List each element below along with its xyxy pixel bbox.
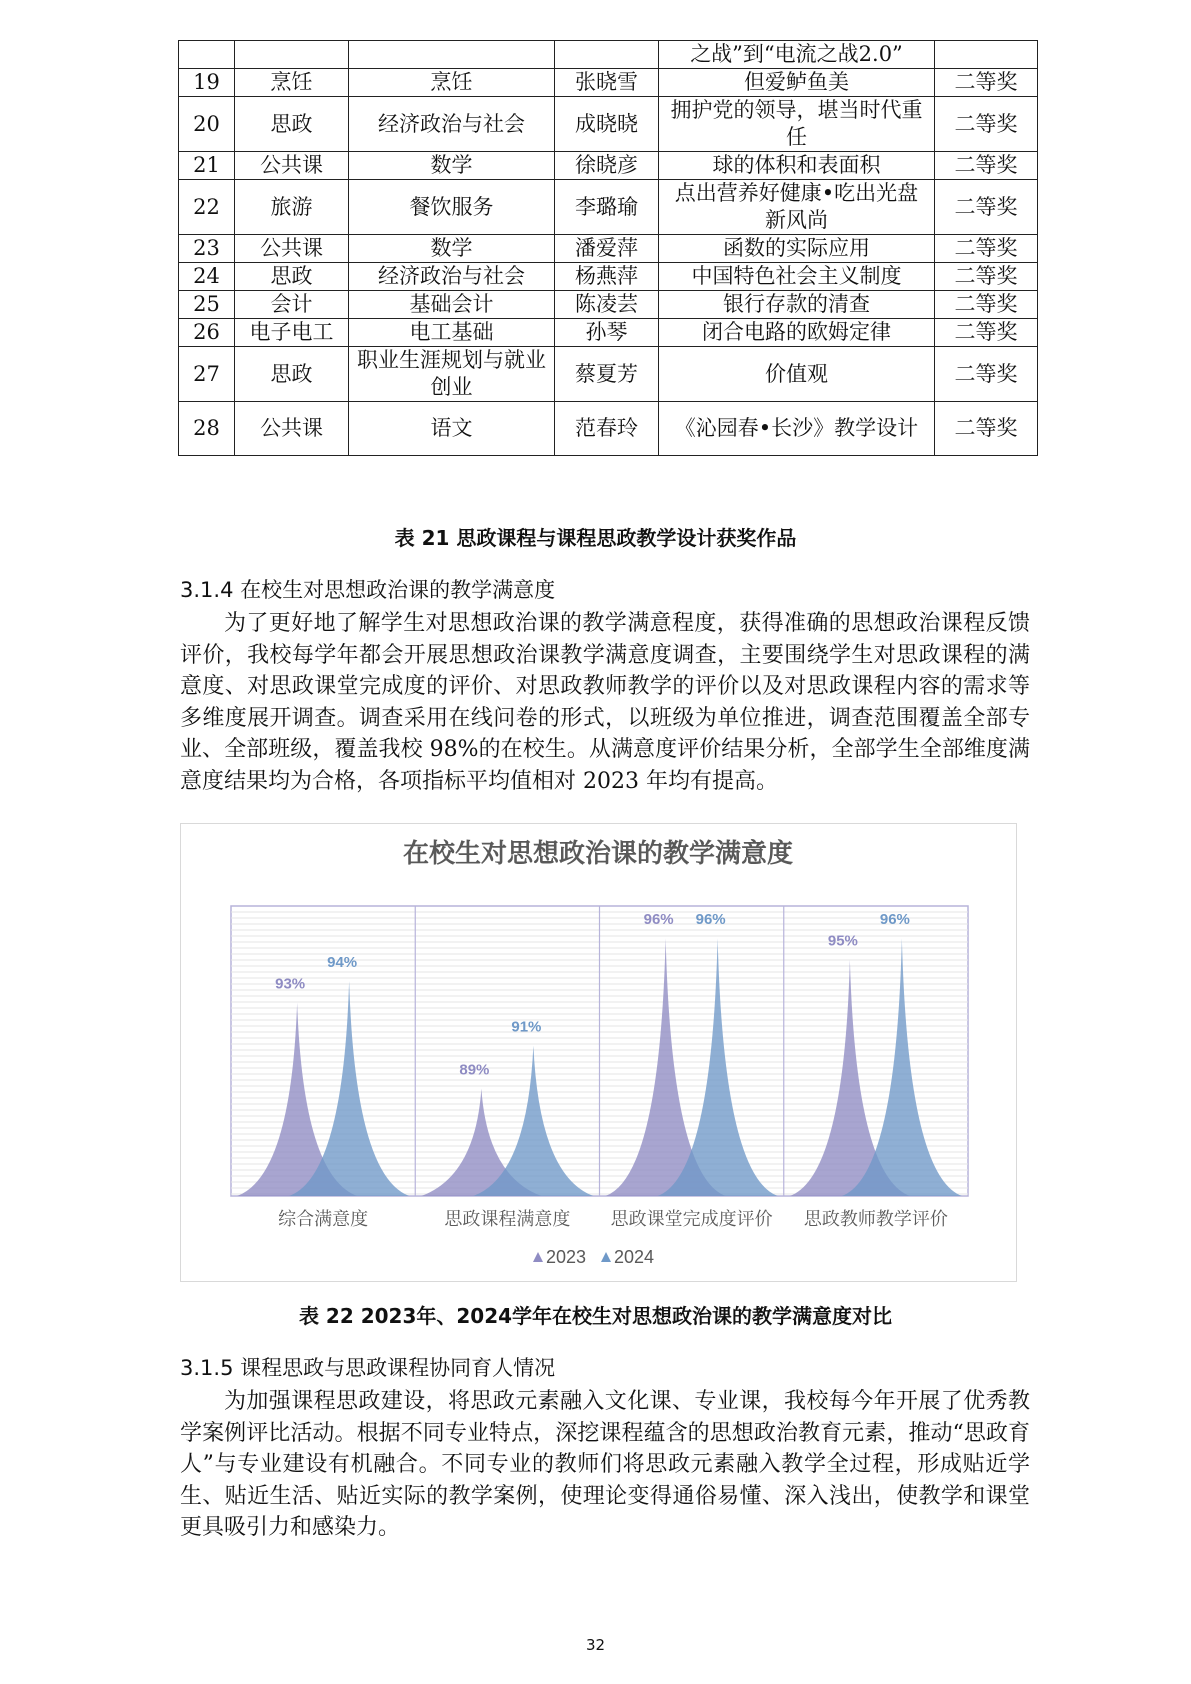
cell-award-level: 二等奖 <box>935 291 1038 319</box>
cell-work-title: 点出营养好健康•吃出光盘新风尚 <box>659 180 935 235</box>
data-label-2023-1: 89% <box>459 1061 490 1079</box>
cell-row-number: 20 <box>179 97 235 152</box>
section-3-1-4-title: 在校生对思想政治课的教学满意度 <box>240 578 556 602</box>
section-3-1-4-number: 3.1.4 <box>180 578 234 602</box>
section-3-1-4-heading <box>180 574 555 604</box>
cell-row-number: 23 <box>179 235 235 263</box>
table-row <box>179 347 1038 402</box>
table-21-caption: 表 21 思政课程与课程思政教学设计获奖作品 <box>394 526 797 550</box>
cell-teacher-name: 徐晓彦 <box>555 152 659 180</box>
category-label: 思政课堂完成度评价 <box>610 1209 773 1229</box>
cell-category: 思政 <box>235 347 349 402</box>
legend-marker-2023 <box>533 1252 543 1262</box>
cell-work-title: 拥护党的领导，堪当时代重任 <box>659 97 935 152</box>
cell-award-level: 二等奖 <box>935 402 1038 456</box>
satisfaction-chart-svg <box>181 824 1016 1281</box>
category-label: 思政教师教学评价 <box>803 1209 948 1229</box>
cell-course-name <box>349 41 555 69</box>
data-label-2024-3: 96% <box>879 911 910 929</box>
cell-category: 公共课 <box>235 152 349 180</box>
cell-teacher-name: 范春玲 <box>555 402 659 456</box>
cell-row-number <box>179 41 235 69</box>
data-label-2023-0: 93% <box>275 975 306 993</box>
page-number: 32 <box>585 1636 606 1654</box>
cell-row-number: 24 <box>179 263 235 291</box>
category-label: 思政课程满意度 <box>444 1209 571 1229</box>
table-row <box>179 152 1038 180</box>
cell-teacher-name: 成晓晓 <box>555 97 659 152</box>
cell-award-level: 二等奖 <box>935 69 1038 97</box>
cell-category: 电子电工 <box>235 319 349 347</box>
cell-work-title: 球的体积和表面积 <box>659 152 935 180</box>
cell-award-level: 二等奖 <box>935 347 1038 402</box>
data-label-2024-0: 94% <box>327 954 358 972</box>
cell-category: 会计 <box>235 291 349 319</box>
cell-work-title: 银行存款的清查 <box>659 291 935 319</box>
cell-award-level: 二等奖 <box>935 235 1038 263</box>
cell-course-name: 电工基础 <box>349 319 555 347</box>
table-row <box>179 263 1038 291</box>
cell-teacher-name: 潘爱萍 <box>555 235 659 263</box>
data-label-2024-1: 91% <box>511 1018 542 1036</box>
section-3-1-5-number: 3.1.5 <box>180 1356 234 1380</box>
cell-work-title: 中国特色社会主义制度 <box>659 263 935 291</box>
table-row <box>179 180 1038 235</box>
cell-category: 思政 <box>235 97 349 152</box>
table-row <box>179 41 1038 69</box>
cell-teacher-name: 陈凌芸 <box>555 291 659 319</box>
cell-work-title: 《沁园春•长沙》教学设计 <box>659 402 935 456</box>
data-label-2024-2: 96% <box>695 911 726 929</box>
cell-work-title: 函数的实际应用 <box>659 235 935 263</box>
legend-label-2024: 2024 <box>614 1247 655 1267</box>
table-row <box>179 319 1038 347</box>
cell-course-name: 数学 <box>349 152 555 180</box>
table-row <box>179 97 1038 152</box>
cell-teacher-name: 孙琴 <box>555 319 659 347</box>
chart-title: 在校生对思想政治课的教学满意度 <box>402 838 794 868</box>
cell-award-level: 二等奖 <box>935 97 1038 152</box>
cell-course-name: 语文 <box>349 402 555 456</box>
cell-work-title: 但爱鲈鱼美 <box>659 69 935 97</box>
cell-category: 烹饪 <box>235 69 349 97</box>
cell-row-number: 21 <box>179 152 235 180</box>
cell-row-number: 19 <box>179 69 235 97</box>
cell-course-name: 数学 <box>349 235 555 263</box>
cell-course-name: 烹饪 <box>349 69 555 97</box>
section-3-1-5-heading <box>180 1352 555 1382</box>
cell-award-level <box>935 41 1038 69</box>
cell-row-number: 22 <box>179 180 235 235</box>
cell-teacher-name: 杨燕萍 <box>555 263 659 291</box>
table-row <box>179 235 1038 263</box>
cell-course-name: 餐饮服务 <box>349 180 555 235</box>
data-label-2023-2: 96% <box>643 911 674 929</box>
cell-category <box>235 41 349 69</box>
cell-work-title: 之战”到“电流之战2.0” <box>659 41 935 69</box>
cell-award-level: 二等奖 <box>935 152 1038 180</box>
section-3-1-5-title: 课程思政与思政课程协同育人情况 <box>240 1356 556 1380</box>
cell-award-level: 二等奖 <box>935 319 1038 347</box>
category-label: 综合满意度 <box>278 1209 369 1229</box>
cell-category: 旅游 <box>235 180 349 235</box>
table-22-caption: 表 22 2023年、2024学年在校生对思想政治课的教学满意度对比 <box>298 1304 893 1328</box>
paragraph-collaborative-education: 为加强课程思政建设，将思政元素融入文化课、专业课，我校每今年开展了优秀教学案例评比活动。根据不同专业特点，深挖课程蕴含的思想政治教育元素，推动“思政育人”与专业建设有机融合。不同专业的教师们将思政元素融入教学全过程，形成贴近学生、贴近生活、贴近实际的教学案例，使理论变得通俗易懂、深入浅出，使教学和课堂更具吸引力和感染力。 <box>180 1389 1030 1540</box>
legend-label-2023: 2023 <box>546 1247 587 1267</box>
cell-row-number: 27 <box>179 347 235 402</box>
satisfaction-chart <box>180 823 1017 1282</box>
legend-marker-2024 <box>601 1252 611 1262</box>
cell-work-title: 价值观 <box>659 347 935 402</box>
cell-course-name: 经济政治与社会 <box>349 97 555 152</box>
cell-award-level: 二等奖 <box>935 263 1038 291</box>
award-table-body <box>179 41 1038 456</box>
cell-category: 思政 <box>235 263 349 291</box>
cell-row-number: 28 <box>179 402 235 456</box>
cell-course-name: 基础会计 <box>349 291 555 319</box>
award-table <box>178 40 1038 456</box>
cell-category: 公共课 <box>235 235 349 263</box>
table-row <box>179 291 1038 319</box>
table-row <box>179 69 1038 97</box>
cell-course-name: 职业生涯规划与就业创业 <box>349 347 555 402</box>
cell-row-number: 26 <box>179 319 235 347</box>
cell-award-level: 二等奖 <box>935 180 1038 235</box>
paragraph-satisfaction-survey: 为了更好地了解学生对思想政治课的教学满意程度，获得准确的思想政治课程反馈评价，我校每学年都会开展思想政治课教学满意度调查，主要围绕学生对思政课程的满意度、对思政课堂完成度的评价、对思政教师教学的评价以及对思政课程内容的需求等多维度展开调查。调查采用在线问卷的形式，以班级为单位推进，调查范围覆盖全部专业、全部班级，覆盖我校 98%的在校生。从满意度评价结果分析，全部学生全部维度满意度结果均为合格，各项指标平均值相对 2023 年均有提高。 <box>180 611 1030 794</box>
cell-teacher-name: 李璐瑜 <box>555 180 659 235</box>
data-label-2023-3: 95% <box>827 932 858 950</box>
table-row <box>179 402 1038 456</box>
cell-teacher-name <box>555 41 659 69</box>
cell-teacher-name: 蔡夏芳 <box>555 347 659 402</box>
cell-teacher-name: 张晓雪 <box>555 69 659 97</box>
cell-row-number: 25 <box>179 291 235 319</box>
cell-work-title: 闭合电路的欧姆定律 <box>659 319 935 347</box>
cell-course-name: 经济政治与社会 <box>349 263 555 291</box>
cell-category: 公共课 <box>235 402 349 456</box>
